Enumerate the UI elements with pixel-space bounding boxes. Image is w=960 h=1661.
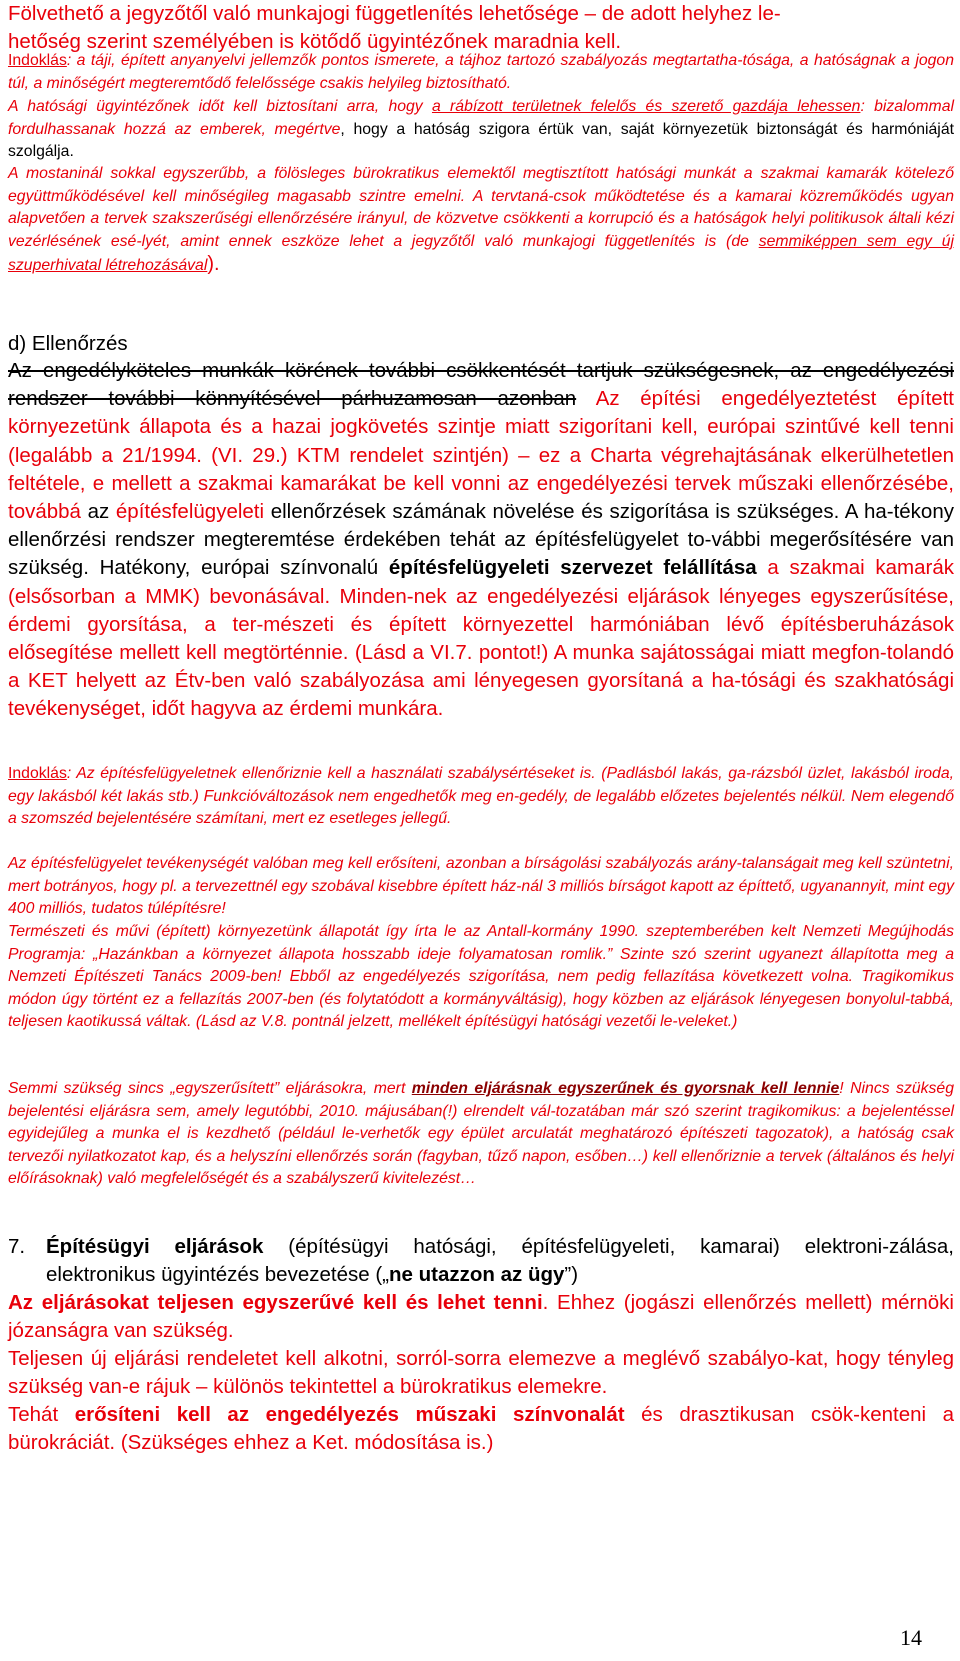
section-d-body (8, 357, 954, 724)
justification-paragraph-1 (8, 50, 954, 95)
page-number: 14 (900, 1625, 922, 1650)
closing-text-3c: és drasztikusan csök-kenteni a bürokráciát. (Szükséges ehhez a Ket. módosítása is.) (8, 1403, 954, 1455)
justification-label: Indoklás (8, 52, 67, 69)
item-7-number: 7. (8, 1235, 26, 1258)
bureaucracy-text: A mostaninál sokkal egyszerűbb, a fölösleges bürokratikus elemektől megtisztított hatósági munkát a szakmai kamarák kötelező együttműködésével kell minőségileg magasabb szintre emelni. A tervtaná-csok működtetése és a kamarai közreműködés ugyan alapvetően a tervek szakszerűségi ellenőrzésére irányul, de közvetve csökkenti a korrupció és a hatóságok helyi politikusok általi kézi vezérlésének esé-lyét, amint ennek eszköze lehet a jegyzőtől való munkajogi függetlenítés is (de (8, 165, 954, 250)
item-7-bold-2: ne utazzon az ügy (389, 1263, 565, 1287)
struck-text: Az engedélyköteles munkák körének további csökkentését tartjuk szükségesnek, az engedélyezési rendszer további könnyítésével párhuzamosan azonban (8, 359, 954, 411)
environment-paragraph: Természeti és művi (épített) környezetünk állapotát így írta le az Antall-kormány 1990. szeptemberében kelt Nemzeti Megújhodás Programja: „Hazánkban a környezet állapota hosszabb ideje folyamatosan romlik.” Szinte szó szerint ugyanezt állapította meg a Nemzeti Építészeti Tanács 2009-ben! Ebből az engedélyezés szigorítása, nem pedig fellazítása következett volna. Tragikomikus módon úgy történt ez a fellazítás 2007-ben (és folytatódott a kormányváltásig), hogy közben az eljárások lényegesen bonyolul-tabbá, teljesen kaotikussá váltak. (Lásd az V.8. pontnál jelzett, mellékelt építésügyi hatósági vezetői le-veleket.) (8, 923, 954, 1031)
justification-2-text: : Az építésfelügyeletnek ellenőriznie kell a használati szabálysértéseket is. (Padlásból lakás, ga-rázsból üzlet, lakásból iroda, egy lakásból két lakás stb.) Funkcióváltozások nem engedhetők meg en-gedély, de legalább előzetes bejelentés nélkül. Nem elegendő a szomszéd bejelentésére számítani, mert ez esetleges jellegű. (8, 765, 954, 828)
closing-text-3a: Tehát (8, 1403, 75, 1426)
fines-paragraph: Az építésfelügyelet tevékenységét valóban meg kell erősíteni, azonban a bírságolási szabályozás arány-talanságait meg kell szüntetni, mert botrányos, hogy pl. a tervezettnél egy szobával kisebbre épített ház-nál 3 milliós bírságot kapott az építtető, ugyanannyit, mint egy 400 milliós, tudatos túlépítésre! (8, 855, 954, 918)
intro-line-1: Fölvethető a jegyzőtől való munkajogi függetlenítés lehetősége – de adott helyhez le- (8, 2, 781, 25)
procedures-paragraph (8, 1078, 954, 1191)
section-d-black-1: az (80, 500, 116, 524)
clerk-text-a: A hatósági ügyintézőnek időt kell biztosítani arra, hogy (8, 98, 432, 115)
section-d-black-2: ellenőrzések számának növelése és szigorítása is szükséges. A ha-tékony ellenőrzési rendszer megteremtése érdekében tehát az építésfelügyelet to-vábbi megerősítésére van szükség. Hatékony, európai színvonalú (8, 500, 954, 580)
justification-text: : a táji, épített anyanyelvi jellemzők pontos ismerete, a tájhoz tartozó szabályozás megtartatha-tósága, a hatóságnak a jogon túl, a minőségért megteremtődő felelőssége csakis helyileg biztosítható. (8, 52, 954, 92)
closing-bold: Az eljárásokat teljesen egyszerűvé kell és lehet tenni (8, 1291, 543, 1314)
closing-bold-3: erősíteni kell az engedélyezés műszaki színvonalát (74, 1403, 625, 1426)
bureaucracy-underlined: semmiképpen sem egy új szuperhivatal létrehozásával (8, 232, 954, 275)
section-d-red-2: építésfelügyeleti (115, 500, 265, 524)
clerk-time-paragraph (8, 96, 954, 164)
item-7 (8, 1233, 954, 1289)
justification-2-label: Indoklás (8, 765, 67, 782)
closing-text-1: . Ehhez (jogászi ellenőrzés mellett) mérnöki józanságra van szükség. (8, 1291, 954, 1343)
procedures-text-a: Semmi szükség sincs „egyszerűsített” eljárásokra, mert (8, 1080, 412, 1097)
clerk-text-c: , hogy a hatóság szigora értük van, saját környezetük biztonságát és harmóniáját szolgálja. (8, 120, 954, 161)
bureaucracy-end: ). (207, 253, 220, 276)
item-7-text-2: ”) (564, 1263, 579, 1287)
item-7-text (46, 1233, 954, 1289)
section-d-heading: d) Ellenőrzés (8, 332, 128, 355)
procedures-text-b: ! Nincs szükség bejelentési eljárásra sem, amely legutóbbi, 2010. májusában(!) elrendelt vál-tozatában már szó szerint tragikomikus: a bejelentéssel egyidejűleg a munka el is kezdhető (például le-verhetők egy épület arculatát meghatározó építészeti tagozatok), a hatóság csak tervezői nyilatkozatot kap, és a helyszíni ellenőrzés során (fagyban, tűző napon, esőben…) kell ellenőriznie a tervek (általános és helyi előírásoknak) való megfelelőségét és a szabályszerű kivitelezést… (8, 1080, 954, 1188)
item-7-text-1: (építésügyi hatósági, építésfelügyeleti, kamarai) elektroni-zálása, elektronikus ügyintézés bevezetése („ (46, 1235, 955, 1287)
intro-paragraph (8, 0, 954, 56)
clerk-underlined: a rábízott területnek felelős és szerető gazdája lehessen (431, 98, 861, 115)
justification-paragraph-2 (8, 763, 954, 831)
procedures-underlined: minden eljárásnak egyszerűnek és gyorsnak kell lennie (411, 1080, 840, 1097)
intro-line-2: hetőség szerint személyében is kötődő ügyintézőnek maradnia kell. (8, 30, 622, 54)
clerk-text-b: : bizalommal fordulhassanak hozzá az emberek, megértve (8, 98, 954, 138)
closing-paragraph-1 (8, 1289, 954, 1345)
section-d-red-1: Az építési engedélyeztetést épített környezetünk állapota és a hazai jogkövetés szintje miatt szigorítani kell, európai szintűvé kell tenni (legalább a 21/1994. (VI. 29.) KTM rendelet szintjén) – ez a Charta végrehajtásának elkerülhetetlen feltétele, e mellett a szakmai kamarákat be kell vonni az engedélyezési tervek műszaki ellenőrzésébe, továbbá (8, 387, 954, 524)
closing-paragraph-2: Teljesen új eljárási rendeletet kell alkotni, sorról-sorra elemezve a meglévő szabályo-kat, hogy tényleg szükség van-e rájuk – különös tekintettel a bürokratikus elemekre. (8, 1347, 954, 1399)
item-7-bold-1: Építésügyi eljárások (46, 1235, 264, 1258)
closing-paragraph-3 (8, 1401, 954, 1457)
section-d-bold: építésfelügyeleti szervezet felállítása (388, 556, 757, 580)
section-d-red-3: a szakmai kamarák (elsősorban a MMK) bevonásával. Minden-nek az engedélyezési eljárások lényeges egyszerűsítése, érdemi gyorsítása, a ter-mészeti és épített környezettel harmóniában lévő építésberuházások elősegítése mellett kell megtörténnie. (Lásd a VI.7. pontot!) A munka sajátosságai miatt megfon-tolandó a KET helyett az Étv-ben való szabályozása ami lényegesen gyorsítaná a ha-tósági és szakhatósági tevékenységet, időt hagyva az érdemi munkára. (8, 556, 954, 721)
bureaucracy-paragraph (8, 163, 954, 278)
